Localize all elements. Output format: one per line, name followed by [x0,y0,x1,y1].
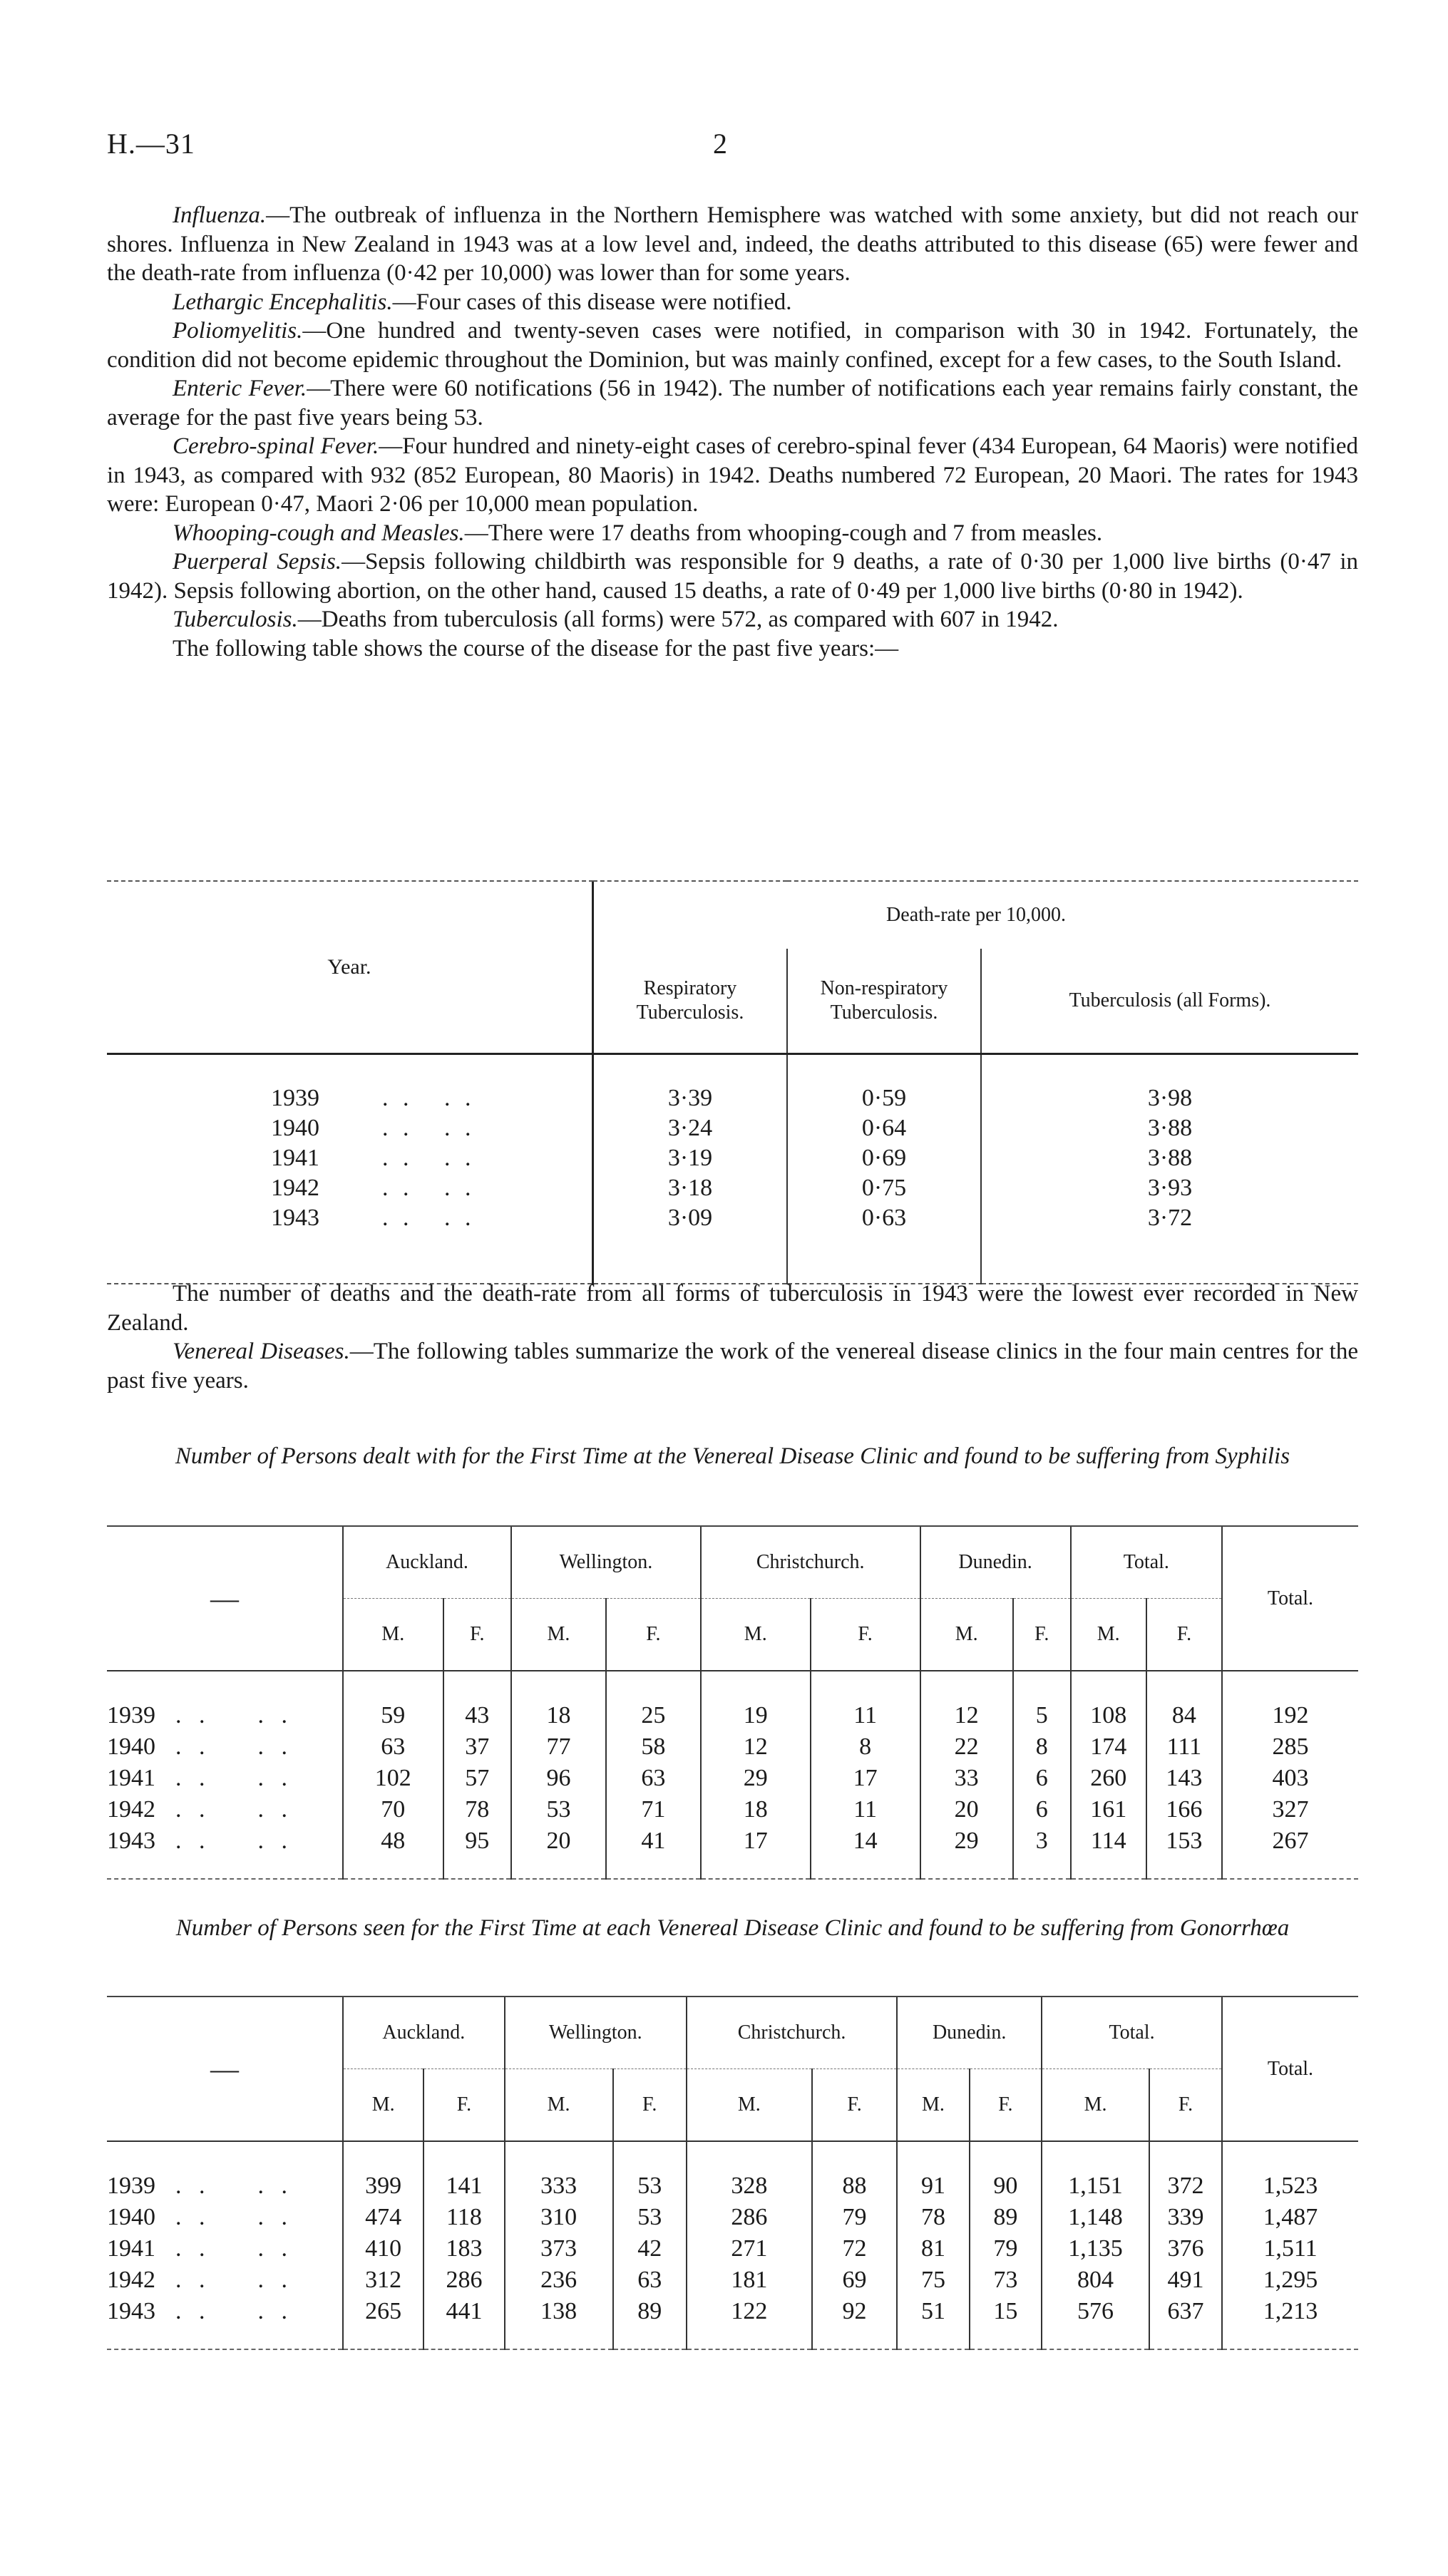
year: 1941 [107,2235,155,2262]
paragraph: Puerperal Sepsis.—Sepsis following childbirth was responsible for 9 deaths, a rate of 0·30 per 1,000 live births (0·47 in 1942). Sepsis following abortion, on the other hand, caused 15 deaths, a rate of 0·49 per 1,000 live births (0·80 in 1942). [107,549,1358,604]
leader-dots: . . . . [175,1796,293,1823]
female-count: 88 [812,2141,898,2202]
paragraph: Venereal Diseases.—The following tables summarize the work of the venereal disease clinics in the four main centres for the past five years. [107,1339,1358,1393]
year-cell [107,1763,343,1794]
female-count: 143 [1146,1763,1222,1794]
male-header: M. [505,2069,613,2142]
female-count: 63 [613,2265,687,2296]
male-count: 53 [511,1794,606,1825]
male-count: 310 [505,2202,613,2233]
female-count: 53 [613,2202,687,2233]
city-header: Total. [1071,1527,1222,1599]
report-reference: H.—31 [107,128,195,160]
leader-dots: . . . . [382,1115,476,1141]
table-row [107,2233,1358,2265]
male-count: 804 [1042,2265,1149,2296]
female-count: 11 [811,1671,920,1731]
female-header: F. [606,1599,701,1671]
year-header: Year. [327,955,371,979]
male-count: 265 [343,2296,423,2349]
all-forms-rate: 3·88 [981,1143,1358,1173]
gonorrhoea-table [107,1996,1358,2350]
male-count: 260 [1071,1763,1146,1794]
female-count: 141 [423,2141,504,2202]
city-header: Auckland. [343,1527,511,1599]
male-header: M. [1071,1599,1146,1671]
male-count: 399 [343,2141,423,2202]
table-row [107,1763,1358,1794]
female-count: 25 [606,1671,701,1731]
male-count: 114 [1071,1825,1146,1879]
male-count: 33 [920,1763,1013,1794]
female-header: F. [811,1599,920,1671]
syphilis-table [107,1525,1358,1880]
year-cell [107,1731,343,1763]
grand-total: 285 [1222,1731,1358,1763]
female-header: F. [812,2069,898,2142]
year: 1943 [107,2298,155,2324]
death-rate-header: Death-rate per 10,000. [593,882,1359,949]
male-count: 18 [511,1671,606,1731]
grand-total: 192 [1222,1671,1358,1731]
male-count: 29 [920,1825,1013,1879]
table-row [107,1054,1358,1114]
female-count: 14 [811,1825,920,1879]
female-count: 118 [423,2202,504,2233]
male-count: 81 [897,2233,969,2265]
syphilis-caption: Number of Persons dealt with for the First Time at the Venereal Disease Clinic and found to be suffering from Syphilis [175,1443,1290,1469]
female-count: 90 [970,2141,1042,2202]
male-count: 328 [687,2141,812,2202]
paragraph: Influenza.—The outbreak of influenza in the Northern Hemisphere was watched with some anxiety, but did not reach our shores. Influenza in New Zealand in 1943 was at a low level and, indeed, the deaths attributed to this disease (65) were fewer and the death-rate from influenza (0·42 per 10,000) was lower than for some years. [107,202,1358,286]
leader-dots: . . . . [175,2173,293,2199]
male-header: M. [701,1599,811,1671]
female-count: 8 [811,1731,920,1763]
male-count: 138 [505,2296,613,2349]
city-header: Christchurch. [687,1997,897,2069]
non-respiratory-rate: 0·63 [787,1203,981,1284]
grand-total: 327 [1222,1794,1358,1825]
leader-dots: . . . . [382,1085,476,1111]
female-header: F. [1013,1599,1071,1671]
female-count: 42 [613,2233,687,2265]
female-count: 441 [423,2296,504,2349]
respiratory-rate: 3·18 [593,1173,788,1203]
non-respiratory-rate: 0·59 [787,1054,981,1114]
year: 1939 [107,2173,155,2199]
male-count: 1,135 [1042,2233,1149,2265]
female-count: 491 [1149,2265,1222,2296]
male-count: 96 [511,1763,606,1794]
year: 1940 [271,1115,319,1141]
year-cell [107,2296,343,2349]
non-respiratory-header: Non-respiratory Tuberculosis. [787,949,981,1054]
paragraph: The following table shows the course of the disease for the past five years:— [173,635,899,661]
female-count: 166 [1146,1794,1222,1825]
male-count: 12 [920,1671,1013,1731]
female-count: 11 [811,1794,920,1825]
female-count: 79 [812,2202,898,2233]
male-count: 63 [343,1731,443,1763]
male-count: 51 [897,2296,969,2349]
female-count: 37 [443,1731,512,1763]
table-row [107,2202,1358,2233]
male-count: 161 [1071,1794,1146,1825]
city-header: Wellington. [511,1527,701,1599]
non-respiratory-rate: 0·69 [787,1143,981,1173]
city-header: Christchurch. [701,1527,920,1599]
all-forms-rate: 3·98 [981,1054,1358,1114]
male-count: 91 [897,2141,969,2202]
male-count: 122 [687,2296,812,2349]
male-count: 12 [701,1731,811,1763]
male-count: 102 [343,1763,443,1794]
grand-total: 403 [1222,1763,1358,1794]
grand-total: 1,213 [1222,2296,1358,2349]
female-count: 79 [970,2233,1042,2265]
male-count: 410 [343,2233,423,2265]
page-number: 2 [713,128,727,160]
female-count: 72 [812,2233,898,2265]
respiratory-rate: 3·24 [593,1113,788,1143]
female-count: 8 [1013,1731,1071,1763]
city-header: Dunedin. [897,1997,1042,2069]
city-header: Total. [1042,1997,1222,2069]
female-header: F. [443,1599,512,1671]
city-header-row [107,1527,1358,1599]
year-cell [107,1671,343,1731]
male-count: 59 [343,1671,443,1731]
all-forms-rate: 3·72 [981,1203,1358,1284]
all-forms-header: Tuberculosis (all Forms). [981,949,1358,1054]
respiratory-rate: 3·39 [593,1054,788,1114]
female-count: 183 [423,2233,504,2265]
year-cell [107,1054,593,1114]
gonorrhoea-caption: Number of Persons seen for the First Time at each Venereal Disease Clinic and found to be suffering from Gonorrhœa [175,1915,1290,1941]
female-count: 6 [1013,1763,1071,1794]
male-count: 1,151 [1042,2141,1149,2202]
non-respiratory-rate: 0·75 [787,1173,981,1203]
male-count: 286 [687,2202,812,2233]
male-count: 174 [1071,1731,1146,1763]
female-header: F. [613,2069,687,2142]
grand-total-header: Total. [1222,1997,1358,2141]
leader-dots: . . . . [175,1765,293,1791]
male-count: 312 [343,2265,423,2296]
year-cell [107,1794,343,1825]
year: 1940 [107,2204,155,2230]
paragraph: Whooping-cough and Measles.—There were 17 deaths from whooping-cough and 7 from measles. [173,520,1103,546]
male-header: M. [1042,2069,1149,2142]
table-row [107,1203,1358,1284]
male-count: 78 [897,2202,969,2233]
grand-total: 1,511 [1222,2233,1358,2265]
female-count: 5 [1013,1671,1071,1731]
male-header: M. [343,1599,443,1671]
female-count: 637 [1149,2296,1222,2349]
male-count: 70 [343,1794,443,1825]
male-count: 271 [687,2233,812,2265]
city-header-row [107,1997,1358,2069]
table-row [107,1173,1358,1203]
leader-dots: . . . . [175,2235,293,2262]
female-count: 89 [970,2202,1042,2233]
female-count: 3 [1013,1825,1071,1879]
male-count: 29 [701,1763,811,1794]
female-count: 84 [1146,1671,1222,1731]
year: 1940 [107,1733,155,1760]
table-row [107,1731,1358,1763]
grand-total-header: Total. [1222,1527,1358,1671]
female-count: 89 [613,2296,687,2349]
female-header: F. [1149,2069,1222,2142]
body-text-top [107,201,1358,663]
year: 1942 [107,2267,155,2293]
city-header: Dunedin. [920,1527,1071,1599]
paragraph: Tuberculosis.—Deaths from tuberculosis (all forms) were 572, as compared with 607 in 1942. [173,607,1059,632]
year: 1941 [271,1145,319,1171]
year: 1943 [107,1828,155,1854]
male-count: 17 [701,1825,811,1879]
year-cell [107,1143,593,1173]
female-count: 92 [812,2296,898,2349]
male-header: M. [687,2069,812,2142]
body-text-middle [107,1279,1358,1395]
year-cell [107,2265,343,2296]
year-cell [107,2233,343,2265]
non-respiratory-rate: 0·64 [787,1113,981,1143]
grand-total: 267 [1222,1825,1358,1879]
female-count: 57 [443,1763,512,1794]
male-count: 20 [511,1825,606,1879]
year-cell [107,2141,343,2202]
female-count: 111 [1146,1731,1222,1763]
year-cell [107,1825,343,1879]
dash-header: — [210,2053,239,2085]
tuberculosis-table [107,880,1358,1284]
female-count: 78 [443,1794,512,1825]
leader-dots: . . . . [175,2204,293,2230]
leader-dots: . . . . [175,2298,293,2324]
female-count: 6 [1013,1794,1071,1825]
female-count: 372 [1149,2141,1222,2202]
female-header: F. [423,2069,504,2142]
male-header: M. [343,2069,423,2142]
female-count: 339 [1149,2202,1222,2233]
female-count: 95 [443,1825,512,1879]
male-count: 75 [897,2265,969,2296]
leader-dots: . . . . [175,1733,293,1760]
table-row [107,2296,1358,2349]
female-header: F. [970,2069,1042,2142]
female-count: 63 [606,1763,701,1794]
male-header: M. [897,2069,969,2142]
city-header: Wellington. [505,1997,687,2069]
table-row [107,2141,1358,2202]
paragraph: Lethargic Encephalitis.—Four cases of this disease were notified. [173,289,792,315]
female-header: F. [1146,1599,1222,1671]
female-count: 376 [1149,2233,1222,2265]
male-count: 19 [701,1671,811,1731]
year-cell [107,1113,593,1143]
table-row [107,1671,1358,1731]
male-count: 576 [1042,2296,1149,2349]
leader-dots: . . . . [382,1175,476,1201]
respiratory-rate: 3·09 [593,1203,788,1284]
female-count: 71 [606,1794,701,1825]
leader-dots: . . . . [175,1828,293,1854]
paragraph: Poliomyelitis.—One hundred and twenty-seven cases were notified, in comparison with 30 in 1942. Fortunately, the condition did not become epidemic throughout the Dominion, but was mainly confined, except for a few cases, to the South Island. [107,318,1358,373]
year: 1942 [107,1796,155,1823]
female-count: 286 [423,2265,504,2296]
paragraph: The number of deaths and the death-rate from all forms of tuberculosis in 1943 were the lowest ever recorded in New Zealand. [107,1281,1358,1336]
leader-dots: . . . . [382,1205,476,1231]
year: 1939 [107,1702,155,1729]
year-cell [107,2202,343,2233]
female-count: 43 [443,1671,512,1731]
male-count: 1,148 [1042,2202,1149,2233]
female-count: 15 [970,2296,1042,2349]
leader-dots: . . . . [175,1702,293,1729]
female-count: 41 [606,1825,701,1879]
female-count: 73 [970,2265,1042,2296]
male-header: M. [511,1599,606,1671]
table-row [107,1794,1358,1825]
male-count: 181 [687,2265,812,2296]
table-row [107,1825,1358,1879]
female-count: 69 [812,2265,898,2296]
grand-total: 1,523 [1222,2141,1358,2202]
female-count: 17 [811,1763,920,1794]
male-header: M. [920,1599,1013,1671]
year: 1941 [107,1765,155,1791]
male-count: 236 [505,2265,613,2296]
male-count: 373 [505,2233,613,2265]
male-count: 22 [920,1731,1013,1763]
male-count: 108 [1071,1671,1146,1731]
table-row [107,1113,1358,1143]
dash-header: — [210,1582,239,1614]
male-count: 18 [701,1794,811,1825]
paragraph: Enteric Fever.—There were 60 notifications (56 in 1942). The number of notifications each year remains fairly constant, the average for the past five years being 53. [107,376,1359,431]
male-count: 77 [511,1731,606,1763]
leader-dots: . . . . [382,1145,476,1171]
female-count: 153 [1146,1825,1222,1879]
grand-total: 1,487 [1222,2202,1358,2233]
year-cell [107,1203,593,1284]
male-count: 20 [920,1794,1013,1825]
male-count: 474 [343,2202,423,2233]
female-count: 53 [613,2141,687,2202]
respiratory-header: Respiratory Tuberculosis. [593,949,788,1054]
table-row [107,2265,1358,2296]
table-row [107,1143,1358,1173]
leader-dots: . . . . [175,2267,293,2293]
year-cell [107,1173,593,1203]
male-count: 48 [343,1825,443,1879]
year: 1943 [271,1205,319,1231]
year: 1942 [271,1175,319,1201]
city-header: Auckland. [343,1997,505,2069]
female-count: 58 [606,1731,701,1763]
all-forms-rate: 3·88 [981,1113,1358,1143]
all-forms-rate: 3·93 [981,1173,1358,1203]
grand-total: 1,295 [1222,2265,1358,2296]
male-count: 333 [505,2141,613,2202]
respiratory-rate: 3·19 [593,1143,788,1173]
paragraph: Cerebro-spinal Fever.—Four hundred and ninety-eight cases of cerebro-spinal fever (434 European, 64 Maoris) were notified in 1943, as compared with 932 (852 European, 80 Maoris) in 1942. Deaths numbered 72 European, 20 Maori. The rates for 1943 were: European 0·47, Maori 2·06 per 10,000 mean population. [107,433,1358,517]
year: 1939 [271,1085,319,1111]
